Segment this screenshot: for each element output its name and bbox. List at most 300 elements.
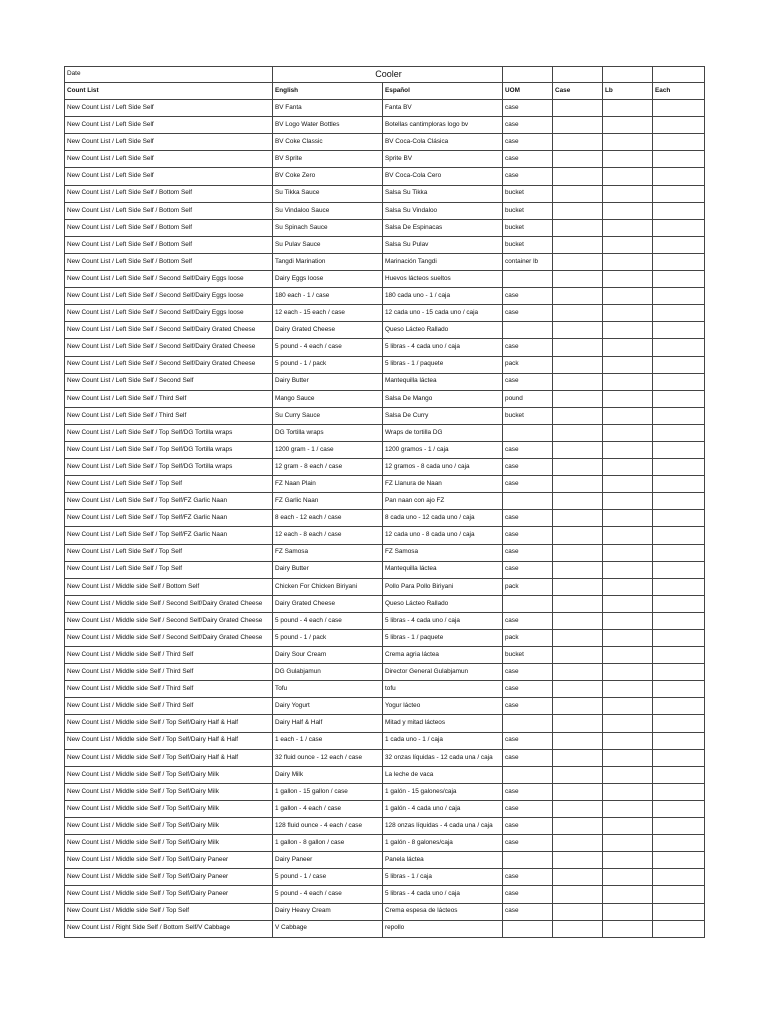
each-input-cell[interactable] (653, 459, 705, 476)
count-list-cell: New Count List / Left Side Self / Top Self (65, 476, 273, 493)
each-input-cell[interactable] (653, 852, 705, 869)
count-list-cell: New Count List / Left Side Self / Top Self/DG Tortilla wraps (65, 441, 273, 458)
each-input-cell[interactable] (653, 117, 705, 134)
lb-input-cell[interactable] (603, 800, 653, 817)
lb-input-cell[interactable] (603, 168, 653, 185)
case-input-cell[interactable] (553, 766, 603, 783)
each-input-cell[interactable] (653, 476, 705, 493)
each-input-cell[interactable] (653, 100, 705, 117)
count-list-cell: New Count List / Middle side Self / Top Self/Dairy Half & Half (65, 749, 273, 766)
lb-input-cell[interactable] (603, 185, 653, 202)
each-input-cell[interactable] (653, 134, 705, 151)
case-input-cell[interactable] (553, 561, 603, 578)
date-label: Date (65, 67, 273, 83)
table-row (65, 886, 705, 903)
case-input-cell[interactable] (553, 253, 603, 270)
uom-cell: case (503, 134, 553, 151)
case-input-cell[interactable] (553, 441, 603, 458)
english-cell: FZ Naan Plain (273, 476, 383, 493)
case-input-cell[interactable] (553, 527, 603, 544)
case-input-cell[interactable] (553, 800, 603, 817)
each-input-cell[interactable] (653, 527, 705, 544)
each-input-cell[interactable] (653, 749, 705, 766)
lb-input-cell[interactable] (603, 698, 653, 715)
table-row (65, 424, 705, 441)
table-row (65, 202, 705, 219)
espanol-cell: 8 cada uno - 12 cada uno / caja (383, 510, 503, 527)
case-input-cell[interactable] (553, 100, 603, 117)
table-row (65, 800, 705, 817)
uom-cell: bucket (503, 185, 553, 202)
english-cell: Dairy Milk (273, 766, 383, 783)
espanol-cell: Mantequilla láctea (383, 561, 503, 578)
english-cell: 128 fluid ounce - 4 each / case (273, 818, 383, 835)
espanol-cell: Mitad y mitad lácteos (383, 715, 503, 732)
each-input-cell[interactable] (653, 544, 705, 561)
case-input-cell[interactable] (553, 903, 603, 920)
case-input-cell[interactable] (553, 185, 603, 202)
each-input-cell[interactable] (653, 236, 705, 253)
case-input-cell[interactable] (553, 373, 603, 390)
case-input-cell[interactable] (553, 749, 603, 766)
lb-input-cell[interactable] (603, 253, 653, 270)
lb-input-cell[interactable] (603, 766, 653, 783)
each-input-cell[interactable] (653, 185, 705, 202)
uom-cell: pound (503, 390, 553, 407)
english-cell: 1200 gram - 1 / case (273, 441, 383, 458)
case-input-cell[interactable] (553, 630, 603, 647)
case-input-cell[interactable] (553, 510, 603, 527)
lb-input-cell[interactable] (603, 647, 653, 664)
each-input-cell[interactable] (653, 339, 705, 356)
count-list-cell: New Count List / Middle side Self / Top Self/Dairy Milk (65, 766, 273, 783)
espanol-cell: tofu (383, 681, 503, 698)
uom-cell: case (503, 732, 553, 749)
table-row (65, 253, 705, 270)
english-cell: Su Vindaloo Sauce (273, 202, 383, 219)
english-cell: 8 each - 12 each / case (273, 510, 383, 527)
uom-cell: case (503, 100, 553, 117)
case-input-cell[interactable] (553, 544, 603, 561)
count-list-cell: New Count List / Middle side Self / Third Self (65, 664, 273, 681)
table-row (65, 612, 705, 629)
lb-input-cell[interactable] (603, 835, 653, 852)
table-row (65, 373, 705, 390)
case-input-cell[interactable] (553, 219, 603, 236)
count-list-cell: New Count List / Left Side Self (65, 168, 273, 185)
lb-input-cell[interactable] (603, 886, 653, 903)
english-cell: DG Gulabjamun (273, 664, 383, 681)
lb-input-cell[interactable] (603, 852, 653, 869)
count-list-cell: New Count List / Left Side Self / Bottom Self (65, 253, 273, 270)
each-input-cell[interactable] (653, 886, 705, 903)
espanol-cell: La leche de vaca (383, 766, 503, 783)
table-row (65, 476, 705, 493)
table-row (65, 134, 705, 151)
each-input-cell[interactable] (653, 202, 705, 219)
each-input-cell[interactable] (653, 920, 705, 937)
lb-input-cell[interactable] (603, 664, 653, 681)
each-input-cell[interactable] (653, 253, 705, 270)
each-input-cell[interactable] (653, 151, 705, 168)
lb-input-cell[interactable] (603, 783, 653, 800)
blank-cell (553, 67, 603, 83)
uom-cell (503, 595, 553, 612)
uom-cell: case (503, 168, 553, 185)
uom-cell: bucket (503, 407, 553, 424)
table-row (65, 732, 705, 749)
count-list-cell: New Count List / Middle side Self / Second Self/Dairy Grated Cheese (65, 612, 273, 629)
english-cell: 12 each - 15 each / case (273, 305, 383, 322)
blank-cell (653, 67, 705, 83)
case-input-cell[interactable] (553, 117, 603, 134)
uom-cell: pack (503, 356, 553, 373)
lb-input-cell[interactable] (603, 271, 653, 288)
count-list-cell: New Count List / Middle side Self / Third Self (65, 647, 273, 664)
lb-input-cell[interactable] (603, 407, 653, 424)
espanol-cell: 180 cada uno - 1 / caja (383, 288, 503, 305)
english-cell: BV Sprite (273, 151, 383, 168)
case-input-cell[interactable] (553, 647, 603, 664)
each-input-cell[interactable] (653, 510, 705, 527)
case-input-cell[interactable] (553, 288, 603, 305)
english-cell: 1 gallon - 8 gallon / case (273, 835, 383, 852)
uom-cell (503, 920, 553, 937)
count-list-cell: New Count List / Left Side Self / Top Self/DG Tortilla wraps (65, 459, 273, 476)
count-list-cell: New Count List / Left Side Self (65, 151, 273, 168)
lb-input-cell[interactable] (603, 441, 653, 458)
english-cell: BV Logo Water Bottles (273, 117, 383, 134)
each-input-cell[interactable] (653, 271, 705, 288)
lb-input-cell[interactable] (603, 595, 653, 612)
count-list-cell: New Count List / Middle side Self / Top Self (65, 903, 273, 920)
espanol-cell: 12 gramos - 8 cada uno / caja (383, 459, 503, 476)
espanol-cell: Huevos lácteos sueltos (383, 271, 503, 288)
header-english: English (273, 83, 383, 100)
case-input-cell[interactable] (553, 835, 603, 852)
each-input-cell[interactable] (653, 732, 705, 749)
table-row (65, 271, 705, 288)
case-input-cell[interactable] (553, 664, 603, 681)
espanol-cell: 1200 gramos - 1 / caja (383, 441, 503, 458)
case-input-cell[interactable] (553, 459, 603, 476)
count-list-cell: New Count List / Left Side Self (65, 100, 273, 117)
espanol-cell: 5 libras - 4 cada uno / caja (383, 886, 503, 903)
table-row (65, 818, 705, 835)
case-input-cell[interactable] (553, 852, 603, 869)
each-input-cell[interactable] (653, 664, 705, 681)
case-input-cell[interactable] (553, 305, 603, 322)
each-input-cell[interactable] (653, 407, 705, 424)
count-list-cell: New Count List / Left Side Self / Third Self (65, 390, 273, 407)
each-input-cell[interactable] (653, 595, 705, 612)
table-row (65, 236, 705, 253)
case-input-cell[interactable] (553, 783, 603, 800)
english-cell: 5 pound - 4 each / case (273, 886, 383, 903)
table-row (65, 715, 705, 732)
espanol-cell: Pan naan con ajo FZ (383, 493, 503, 510)
header-espanol: Español (383, 83, 503, 100)
table-row (65, 441, 705, 458)
each-input-cell[interactable] (653, 869, 705, 886)
english-cell: 5 pound - 1 / pack (273, 356, 383, 373)
lb-input-cell[interactable] (603, 100, 653, 117)
each-input-cell[interactable] (653, 305, 705, 322)
english-cell: Su Curry Sauce (273, 407, 383, 424)
english-cell: 5 pound - 1 / case (273, 869, 383, 886)
uom-cell: case (503, 476, 553, 493)
lb-input-cell[interactable] (603, 510, 653, 527)
english-cell: Dairy Yogurt (273, 698, 383, 715)
lb-input-cell[interactable] (603, 920, 653, 937)
lb-input-cell[interactable] (603, 339, 653, 356)
table-row (65, 698, 705, 715)
lb-input-cell[interactable] (603, 527, 653, 544)
espanol-cell: Salsa De Espinacas (383, 219, 503, 236)
uom-cell: case (503, 869, 553, 886)
table-row (65, 630, 705, 647)
case-input-cell[interactable] (553, 168, 603, 185)
lb-input-cell[interactable] (603, 544, 653, 561)
uom-cell: case (503, 527, 553, 544)
uom-cell: case (503, 441, 553, 458)
espanol-cell: Marinación Tangdi (383, 253, 503, 270)
uom-cell (503, 322, 553, 339)
each-input-cell[interactable] (653, 766, 705, 783)
uom-cell (503, 852, 553, 869)
count-list-cell: New Count List / Middle side Self / Top Self/Dairy Half & Half (65, 732, 273, 749)
espanol-cell: Yogur lácteo (383, 698, 503, 715)
count-list-cell: New Count List / Middle side Self / Top Self/Dairy Paneer (65, 852, 273, 869)
case-input-cell[interactable] (553, 920, 603, 937)
case-input-cell[interactable] (553, 202, 603, 219)
count-list-cell: New Count List / Left Side Self / Top Self/FZ Garlic Naan (65, 527, 273, 544)
each-input-cell[interactable] (653, 647, 705, 664)
lb-input-cell[interactable] (603, 818, 653, 835)
count-list-cell: New Count List / Left Side Self / Second Self/Dairy Grated Cheese (65, 339, 273, 356)
lb-input-cell[interactable] (603, 561, 653, 578)
case-input-cell[interactable] (553, 476, 603, 493)
lb-input-cell[interactable] (603, 134, 653, 151)
espanol-cell: Salsa De Curry (383, 407, 503, 424)
each-input-cell[interactable] (653, 681, 705, 698)
count-list-cell: New Count List / Middle side Self / Top Self/Dairy Paneer (65, 869, 273, 886)
english-cell: 5 pound - 4 each / case (273, 612, 383, 629)
lb-input-cell[interactable] (603, 630, 653, 647)
lb-input-cell[interactable] (603, 869, 653, 886)
case-input-cell[interactable] (553, 271, 603, 288)
table-row (65, 681, 705, 698)
lb-input-cell[interactable] (603, 219, 653, 236)
espanol-cell: Sprite BV (383, 151, 503, 168)
table-row (65, 185, 705, 202)
each-input-cell[interactable] (653, 630, 705, 647)
uom-cell: case (503, 749, 553, 766)
uom-cell: case (503, 903, 553, 920)
english-cell: Chicken For Chicken Biriyani (273, 578, 383, 595)
case-input-cell[interactable] (553, 407, 603, 424)
lb-input-cell[interactable] (603, 322, 653, 339)
uom-cell: bucket (503, 202, 553, 219)
case-input-cell[interactable] (553, 339, 603, 356)
english-cell: Mango Sauce (273, 390, 383, 407)
lb-input-cell[interactable] (603, 236, 653, 253)
each-input-cell[interactable] (653, 288, 705, 305)
case-input-cell[interactable] (553, 390, 603, 407)
lb-input-cell[interactable] (603, 578, 653, 595)
uom-cell: case (503, 681, 553, 698)
table-row (65, 339, 705, 356)
count-list-cell: New Count List / Left Side Self / Bottom Self (65, 185, 273, 202)
case-input-cell[interactable] (553, 818, 603, 835)
count-list-cell: New Count List / Middle side Self / Third Self (65, 681, 273, 698)
each-input-cell[interactable] (653, 715, 705, 732)
count-list-cell: New Count List / Middle side Self / Second Self/Dairy Grated Cheese (65, 595, 273, 612)
case-input-cell[interactable] (553, 424, 603, 441)
case-input-cell[interactable] (553, 236, 603, 253)
each-input-cell[interactable] (653, 373, 705, 390)
espanol-cell: Pollo Para Pollo Biriyani (383, 578, 503, 595)
espanol-cell: 1 galón - 8 galones/caja (383, 835, 503, 852)
uom-cell: case (503, 561, 553, 578)
count-list-cell: New Count List / Right Side Self / Bottom Self/V Cabbage (65, 920, 273, 937)
lb-input-cell[interactable] (603, 424, 653, 441)
table-row (65, 783, 705, 800)
count-list-cell: New Count List / Left Side Self / Bottom Self (65, 219, 273, 236)
case-input-cell[interactable] (553, 134, 603, 151)
count-list-cell: New Count List / Left Side Self / Second Self/Dairy Grated Cheese (65, 322, 273, 339)
count-list-cell: New Count List / Middle side Self / Top Self/Dairy Half & Half (65, 715, 273, 732)
each-input-cell[interactable] (653, 800, 705, 817)
espanol-cell: BV Coca-Cola Cero (383, 168, 503, 185)
uom-cell: case (503, 373, 553, 390)
lb-input-cell[interactable] (603, 390, 653, 407)
case-input-cell[interactable] (553, 151, 603, 168)
lb-input-cell[interactable] (603, 288, 653, 305)
each-input-cell[interactable] (653, 424, 705, 441)
espanol-cell: FZ Samosa (383, 544, 503, 561)
each-input-cell[interactable] (653, 219, 705, 236)
espanol-cell: Salsa Su Pulav (383, 236, 503, 253)
uom-cell: case (503, 664, 553, 681)
count-list-cell: New Count List / Middle side Self / Third Self (65, 698, 273, 715)
case-input-cell[interactable] (553, 595, 603, 612)
table-row (65, 100, 705, 117)
lb-input-cell[interactable] (603, 202, 653, 219)
count-list-cell: New Count List / Middle side Self / Second Self/Dairy Grated Cheese (65, 630, 273, 647)
lb-input-cell[interactable] (603, 117, 653, 134)
each-input-cell[interactable] (653, 441, 705, 458)
case-input-cell[interactable] (553, 578, 603, 595)
case-input-cell[interactable] (553, 869, 603, 886)
count-list-cell: New Count List / Left Side Self / Third Self (65, 407, 273, 424)
table-row (65, 390, 705, 407)
each-input-cell[interactable] (653, 390, 705, 407)
espanol-cell: Mantequilla láctea (383, 373, 503, 390)
lb-input-cell[interactable] (603, 459, 653, 476)
uom-cell (503, 271, 553, 288)
case-input-cell[interactable] (553, 322, 603, 339)
english-cell: Dairy Paneer (273, 852, 383, 869)
uom-cell: container lb (503, 253, 553, 270)
espanol-cell: 5 libras - 1 / caja (383, 869, 503, 886)
english-cell: Su Pulav Sauce (273, 236, 383, 253)
count-list-cell: New Count List / Middle side Self / Top Self/Dairy Milk (65, 800, 273, 817)
lb-input-cell[interactable] (603, 356, 653, 373)
lb-input-cell[interactable] (603, 749, 653, 766)
lb-input-cell[interactable] (603, 493, 653, 510)
espanol-cell: Salsa De Mango (383, 390, 503, 407)
lb-input-cell[interactable] (603, 715, 653, 732)
each-input-cell[interactable] (653, 168, 705, 185)
lb-input-cell[interactable] (603, 373, 653, 390)
each-input-cell[interactable] (653, 322, 705, 339)
each-input-cell[interactable] (653, 612, 705, 629)
lb-input-cell[interactable] (603, 903, 653, 920)
case-input-cell[interactable] (553, 493, 603, 510)
espanol-cell: Botellas cantimploras logo bv (383, 117, 503, 134)
espanol-cell: 1 galón - 15 galones/caja (383, 783, 503, 800)
table-row (65, 578, 705, 595)
each-input-cell[interactable] (653, 903, 705, 920)
each-input-cell[interactable] (653, 818, 705, 835)
each-input-cell[interactable] (653, 578, 705, 595)
lb-input-cell[interactable] (603, 305, 653, 322)
each-input-cell[interactable] (653, 783, 705, 800)
english-cell: Dairy Grated Cheese (273, 322, 383, 339)
each-input-cell[interactable] (653, 356, 705, 373)
each-input-cell[interactable] (653, 561, 705, 578)
case-input-cell[interactable] (553, 356, 603, 373)
count-list-cell: New Count List / Left Side Self / Top Self/FZ Garlic Naan (65, 510, 273, 527)
case-input-cell[interactable] (553, 715, 603, 732)
sheet-title: Cooler (273, 67, 503, 83)
case-input-cell[interactable] (553, 698, 603, 715)
uom-cell: case (503, 510, 553, 527)
english-cell: FZ Samosa (273, 544, 383, 561)
english-cell: BV Coke Classic (273, 134, 383, 151)
each-input-cell[interactable] (653, 698, 705, 715)
count-list-cell: New Count List / Left Side Self / Top Self/FZ Garlic Naan (65, 493, 273, 510)
english-cell: 180 each - 1 / case (273, 288, 383, 305)
lb-input-cell[interactable] (603, 732, 653, 749)
each-input-cell[interactable] (653, 835, 705, 852)
table-row (65, 356, 705, 373)
espanol-cell: 5 libras - 4 cada uno / caja (383, 612, 503, 629)
count-list-cell: New Count List / Middle side Self / Top Self/Dairy Paneer (65, 886, 273, 903)
each-input-cell[interactable] (653, 493, 705, 510)
case-input-cell[interactable] (553, 681, 603, 698)
lb-input-cell[interactable] (603, 151, 653, 168)
table-row (65, 151, 705, 168)
case-input-cell[interactable] (553, 732, 603, 749)
lb-input-cell[interactable] (603, 612, 653, 629)
case-input-cell[interactable] (553, 612, 603, 629)
header-each: Each (653, 83, 705, 100)
uom-cell: bucket (503, 236, 553, 253)
lb-input-cell[interactable] (603, 476, 653, 493)
english-cell: V Cabbage (273, 920, 383, 937)
count-list-cell: New Count List / Middle side Self / Top Self/Dairy Milk (65, 835, 273, 852)
uom-cell: case (503, 151, 553, 168)
table-row (65, 493, 705, 510)
english-cell: FZ Garlic Naan (273, 493, 383, 510)
count-list-cell: New Count List / Left Side Self (65, 117, 273, 134)
count-list-cell: New Count List / Left Side Self / Bottom Self (65, 202, 273, 219)
case-input-cell[interactable] (553, 886, 603, 903)
english-cell: BV Coke Zero (273, 168, 383, 185)
lb-input-cell[interactable] (603, 681, 653, 698)
